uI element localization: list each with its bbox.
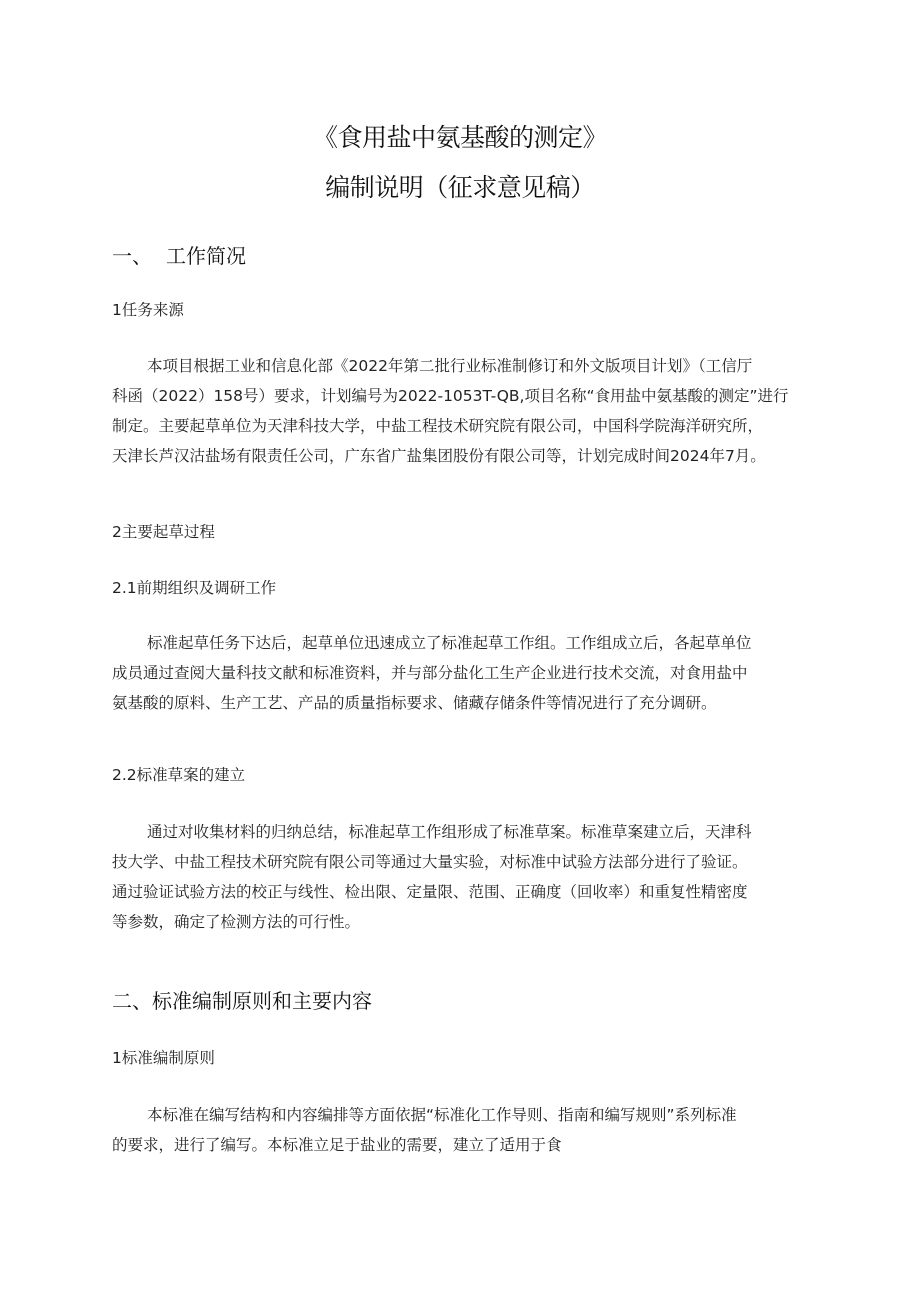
paragraph-line: 标准起草任务下达后，起草单位迅速成立了标准起草工作组。工作组成立后，各起草单位 [147, 634, 752, 652]
subheading-preliminary-work: 2.1前期组织及调研工作 [112, 579, 277, 597]
paragraph-task-source [112, 351, 812, 471]
document-title-line1: 《食用盐中氨基酸的测定》 [312, 123, 607, 152]
section-heading-2: 二、标准编制原则和主要内容 [112, 989, 372, 1013]
paragraph-preliminary-work [112, 628, 812, 718]
section-heading-1 [112, 240, 246, 269]
paragraph-line: 通过验证试验方法的校正与线性、检出限、定量限、范围、正确度（回收率）和重复性精密度 [112, 883, 748, 901]
paragraph-line: 氨基酸的原料、生产工艺、产品的质量指标要求、储藏存储条件等情况进行了充分调研。 [112, 694, 717, 712]
paragraph-line: 本项目根据工业和信息化部《2022年第二批行业标准制修订和外文版项目计划》（工信厅 [147, 357, 753, 375]
paragraph-line: 等参数，确定了检测方法的可行性。 [112, 913, 361, 931]
paragraph-line: 的要求，进行了编写。本标准立足于盐业的需要，建立了适用于食 [112, 1136, 562, 1154]
paragraph-line: 本标准在编写结构和内容编排等方面依据“标准化工作导则、指南和编写规则”系列标准 [147, 1106, 737, 1124]
subheading-draft-establishment: 2.2标准草案的建立 [112, 766, 246, 784]
subheading-drafting-process: 2主要起草过程 [112, 523, 215, 541]
subheading-task-source: 1任务来源 [112, 301, 184, 319]
paragraph-line: 科函（2022）158号）要求，计划编号为2022-1053T-QB,项目名称“食用盐中氨基酸的测定”进行 [112, 387, 789, 405]
paragraph-draft-establishment [112, 817, 812, 937]
paragraph-line: 成员通过查阅大量科技文献和标准资料，并与部分盐化工生产企业进行技术交流，对食用盐中 [112, 664, 748, 682]
paragraph-line: 通过对收集材料的归纳总结，标准起草工作组形成了标准草案。标准草案建立后，天津科 [147, 823, 752, 841]
paragraph-line: 天津长芦汉沽盐场有限责任公司，广东省广盐集团股份有限公司等，计划完成时间2024年7月。 [112, 447, 766, 465]
paragraph-line: 制定。主要起草单位为天津科技大学，中盐工程技术研究院有限公司，中国科学院海洋研究所， [112, 417, 764, 435]
document-title-line2: 编制说明（征求意见稿） [325, 173, 595, 202]
section-number-1: 一、 [112, 244, 152, 268]
paragraph-compilation-principles [112, 1100, 812, 1160]
section-title-1: 工作简况 [166, 244, 246, 268]
paragraph-line: 技大学、中盐工程技术研究院有限公司等通过大量实验，对标准中试验方法部分进行了验证。 [112, 853, 748, 871]
subheading-compilation-principles: 1标准编制原则 [112, 1049, 215, 1067]
